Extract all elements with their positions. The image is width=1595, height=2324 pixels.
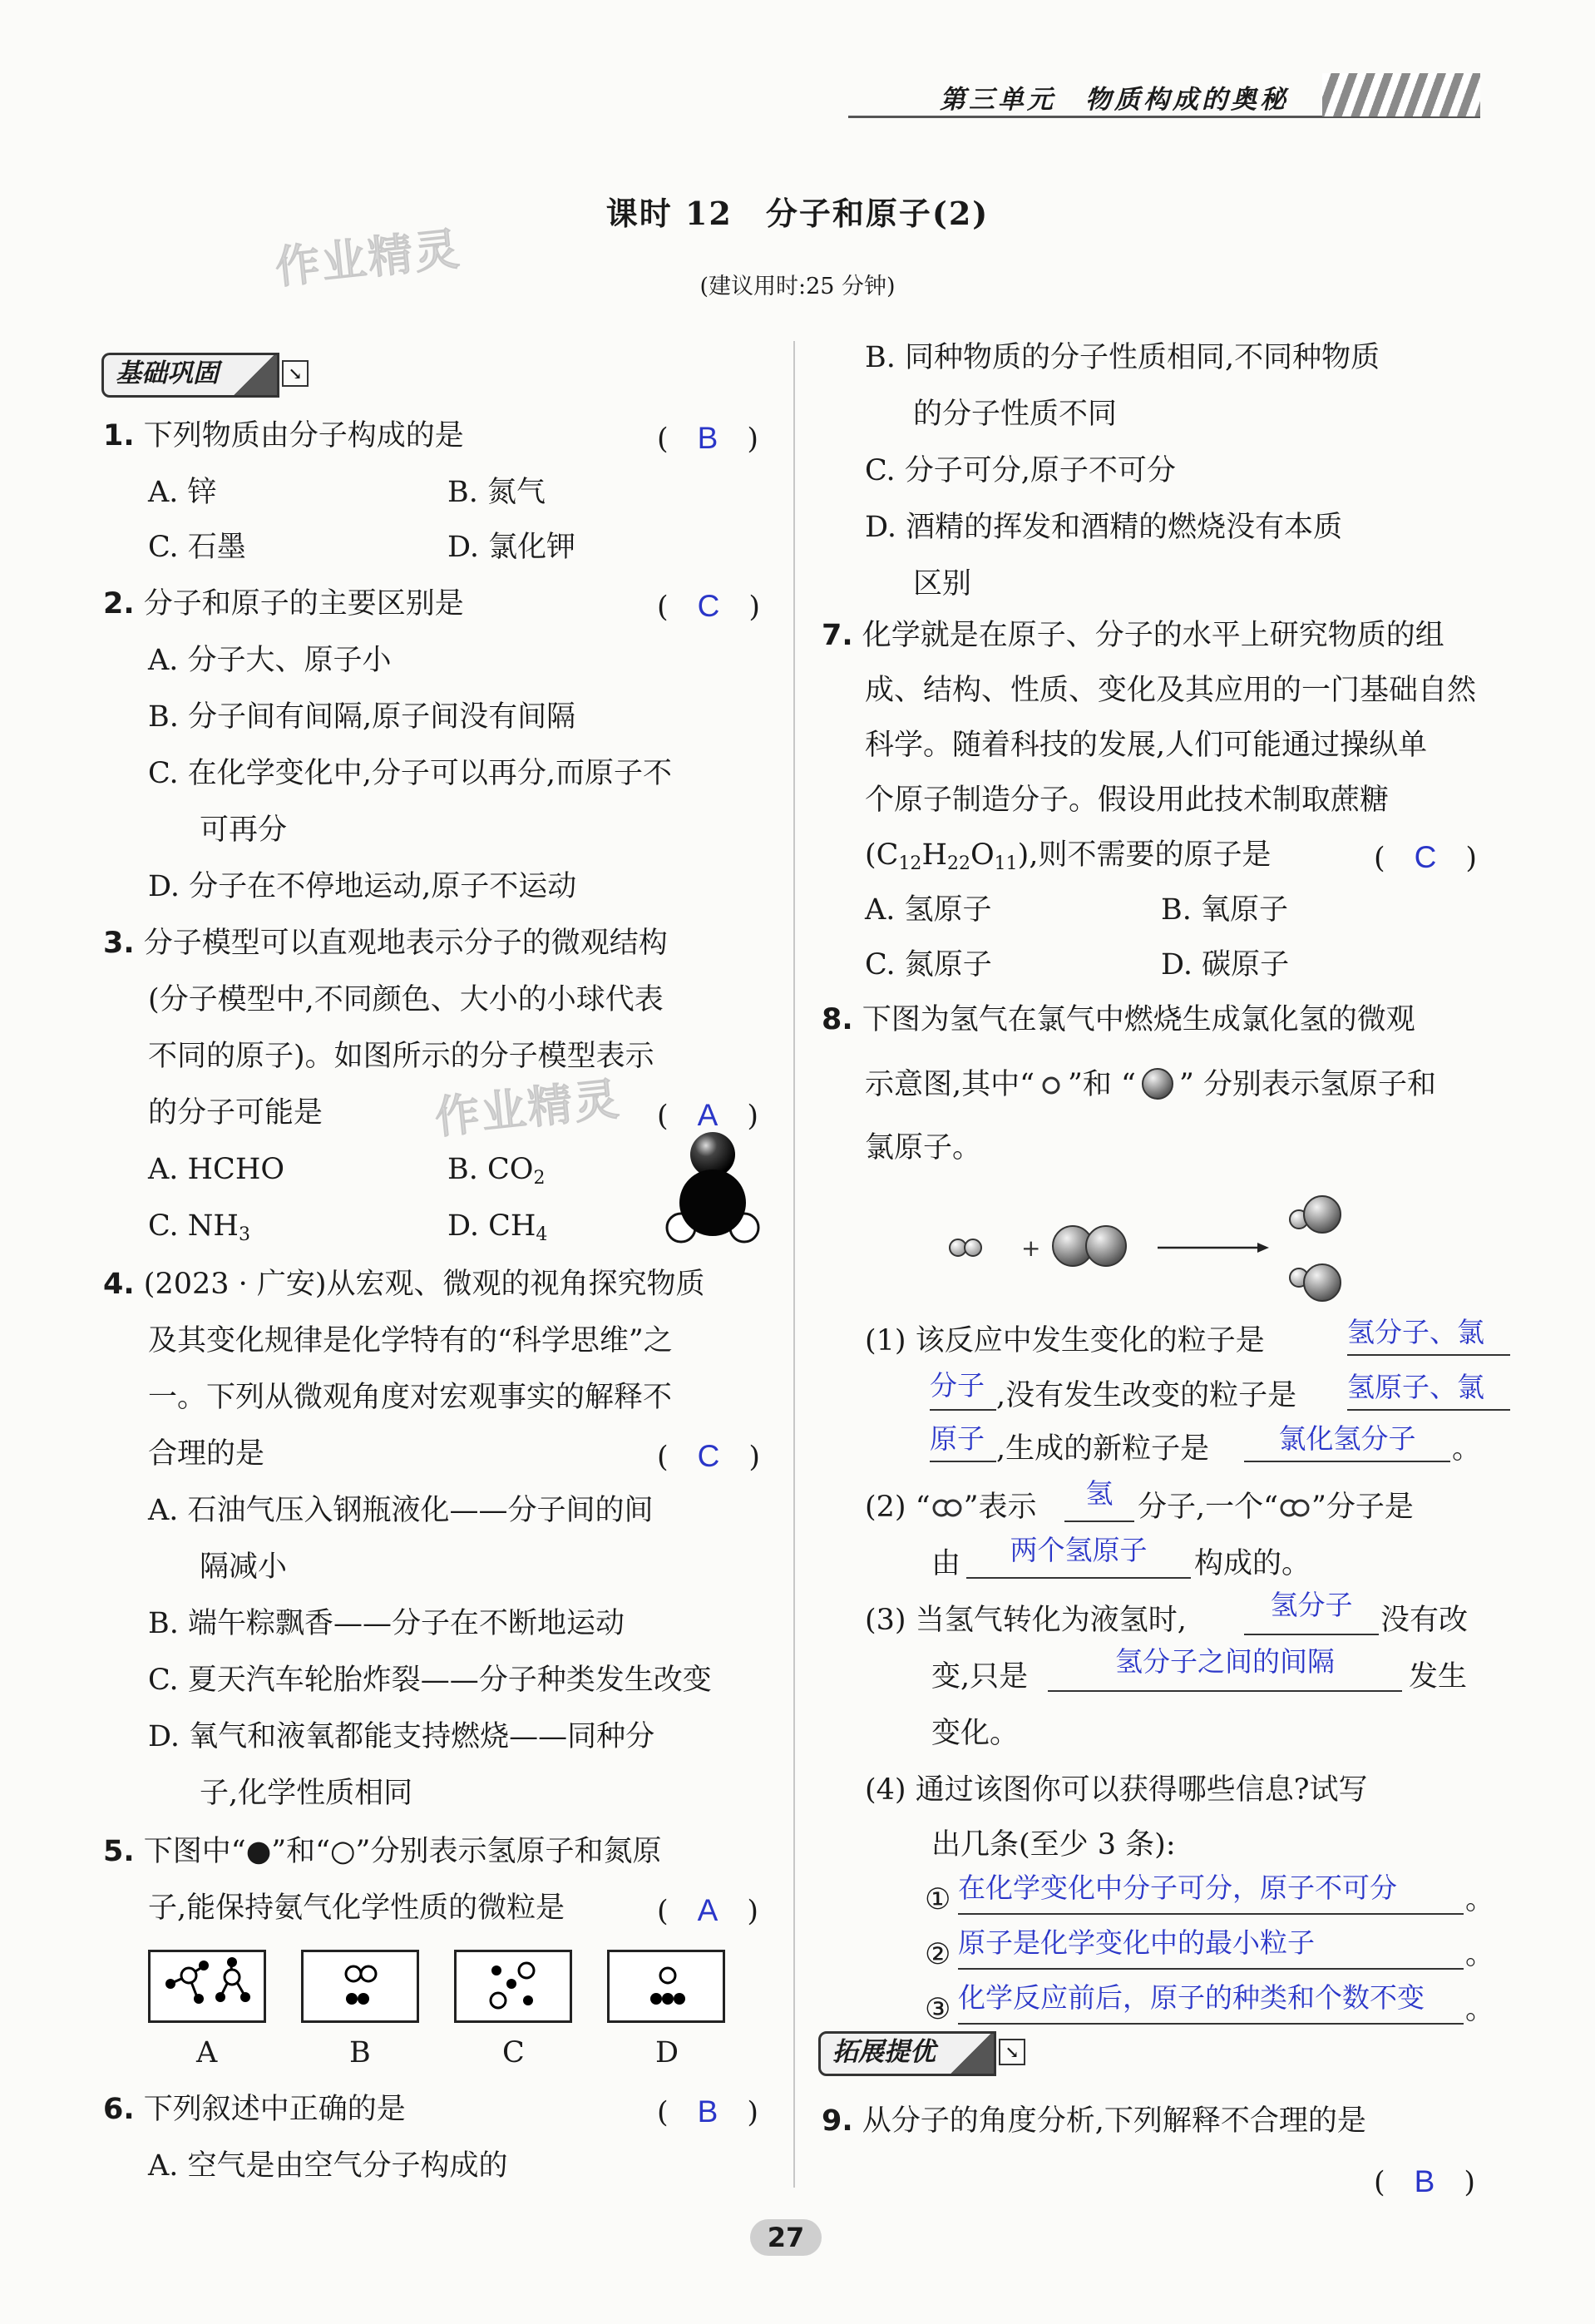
option: C. 在化学变化中,分子可以再分,而原子不 — [148, 757, 673, 790]
question-2 — [103, 586, 464, 622]
pen-icon: ↘ — [282, 360, 309, 387]
answer-blank — [958, 1976, 1464, 2025]
answer-blank — [1347, 1366, 1510, 1411]
answer-bracket: ( B ) — [657, 2094, 758, 2129]
question-number: 7. — [822, 619, 853, 652]
handwritten-answer: 氢分子 — [1270, 1589, 1353, 1621]
answer-bracket: ( C ) — [657, 1439, 761, 1474]
question-number: 8. — [822, 1003, 853, 1036]
handwritten-answer: 氢分子之间的间隔 — [1115, 1645, 1335, 1678]
question-4 — [103, 1266, 705, 1303]
sub-question-text: ,没有发生改变的粒子是 — [996, 1379, 1297, 1412]
option-continued: 隔减小 — [200, 1550, 288, 1584]
question-stem-line: 合理的是 — [148, 1437, 265, 1471]
question-stem-line — [865, 1066, 1436, 1103]
punctuation: 。 — [1465, 1993, 1495, 2026]
reaction-arrow-head — [1257, 1243, 1269, 1253]
text-part: (2) “ — [865, 1491, 931, 1524]
option: A. 石油气压入钢瓶液化——分子间的间 — [148, 1494, 654, 1527]
option: B. 分子间有间隔,原子间没有间隔 — [148, 700, 576, 734]
sub-question-text: 由 — [931, 1547, 961, 1580]
question-5 — [103, 1833, 661, 1870]
question-number: 1. — [103, 419, 135, 452]
sub-question-text: 出几条(至少 3 条): — [931, 1828, 1176, 1862]
answer-bracket: ( C ) — [1374, 840, 1478, 875]
list-marker: ① — [925, 1883, 951, 1916]
handwritten-answer: 原子是化学变化中的最小粒子 — [958, 1926, 1315, 1959]
answer-blank — [958, 1867, 1464, 1915]
option-continued: 区别 — [913, 567, 972, 601]
option-text: C. NH — [148, 1209, 239, 1243]
option — [447, 1208, 547, 1253]
sub-question-text — [1138, 1489, 1414, 1525]
sub-question-text: 变化。 — [931, 1717, 1020, 1750]
sub-question-text: 构成的。 — [1194, 1547, 1311, 1580]
section-label: 拓展提优 — [832, 2037, 936, 2067]
answer-blank — [1244, 1584, 1379, 1635]
plus-sign: + — [1021, 1234, 1041, 1262]
watermark: 作业精灵 — [272, 222, 464, 294]
n2-h2-figure — [304, 1952, 417, 2020]
question-1 — [103, 418, 464, 454]
text-part: 分子,一个“ — [1138, 1491, 1279, 1524]
question-stem-line: (分子模型中,不同颜色、大小的小球代表 — [148, 983, 664, 1016]
question-stem: 化学就是在原子、分子的水平上研究物质的组 — [862, 619, 1444, 652]
question-number: 3. — [103, 927, 135, 960]
option-text: B. CO — [447, 1153, 534, 1186]
answer-blank — [930, 1364, 996, 1411]
handwritten-answer: 氢 — [1085, 1477, 1114, 1510]
option-continued: 的分子性质不同 — [913, 398, 1118, 431]
section-badge-basic — [101, 353, 303, 398]
handwritten-answer: 原子 — [930, 1422, 985, 1455]
answer-letter: B — [697, 2094, 718, 2129]
option: D. 分子在不停地运动,原子不运动 — [148, 870, 577, 903]
option: D. 酒精的挥发和酒精的燃烧没有本质 — [865, 511, 1343, 544]
question-stem-line: 成、结构、性质、变化及其应用的一门基础自然 — [865, 674, 1477, 707]
option: C. 石墨 — [148, 531, 246, 564]
option-continued: 子,化学性质相同 — [200, 1777, 413, 1810]
option: A. 空气是由空气分子构成的 — [148, 2149, 508, 2183]
question-6 — [103, 2091, 406, 2128]
hcl-molecule — [1304, 1264, 1341, 1301]
punctuation: 。 — [1465, 1938, 1495, 1971]
option: B. 氮气 — [447, 476, 546, 509]
option: D. 碳原子 — [1161, 948, 1290, 982]
hydrogen-atom-icon — [1035, 1075, 1068, 1096]
hcl-molecule — [1304, 1196, 1341, 1233]
sub-question-text: ,生成的新粒子是 — [996, 1432, 1210, 1466]
molecule-model-figure — [661, 1131, 769, 1248]
punctuation: 。 — [1452, 1432, 1482, 1466]
option: C. 分子可分,原子不可分 — [865, 454, 1176, 487]
stem-part: 示意图,其中“ — [865, 1068, 1035, 1101]
option: C. 氮原子 — [865, 948, 992, 982]
subscript: 2 — [533, 1168, 546, 1189]
answer-bracket: ( A ) — [657, 1893, 758, 1928]
option: A. 氢原子 — [865, 893, 992, 927]
option — [148, 1208, 250, 1253]
option: D. 氧气和液氧都能支持燃烧——同种分 — [148, 1720, 655, 1753]
list-marker: ③ — [925, 1993, 951, 2026]
badge-corner — [230, 355, 277, 395]
header-stripes-decoration — [1322, 73, 1480, 116]
sub-question-1: (1) 该反应中发生变化的粒子是 — [865, 1324, 1265, 1357]
text-part: ”表示 — [963, 1491, 1037, 1524]
running-header — [848, 73, 1480, 121]
option-text: D. CH — [447, 1209, 536, 1243]
question-stem: 下图中“●”和“○”分别表示氢原子和氮原 — [143, 1835, 662, 1868]
option: A. HCHO — [148, 1153, 285, 1186]
lesson-title: 课时 12 分子和原子(2) — [605, 195, 990, 232]
sub-question-4: (4) 通过该图你可以获得哪些信息?试写 — [865, 1773, 1368, 1807]
option — [447, 1151, 545, 1197]
handwritten-answer: 氢分子、氯 — [1347, 1316, 1484, 1348]
sub-question-text: 变,只是 — [931, 1660, 1029, 1694]
answer-blank — [1347, 1311, 1510, 1356]
answer-bracket: ( B ) — [657, 421, 758, 456]
question-number: 2. — [103, 587, 135, 621]
handwritten-answer: 两个氢原子 — [1010, 1534, 1148, 1566]
text-part: ”分子是 — [1311, 1491, 1414, 1524]
question-stem-line: 的分子可能是 — [148, 1096, 323, 1130]
handwritten-answer: 在化学变化中分子可分，原子不可分 — [958, 1872, 1397, 1904]
watermark: 作业精灵 — [432, 1072, 624, 1145]
question-stem: 从分子的角度分析,下列解释不合理的是 — [862, 2104, 1366, 2138]
question-9 — [822, 2103, 1366, 2139]
option-figure-a — [148, 1950, 266, 2023]
time-note: (建议用时:25 分钟) — [699, 274, 896, 299]
handwritten-answer: 化学反应前后，原子的种类和个数不变 — [958, 1981, 1425, 2014]
list-marker: ② — [925, 1938, 951, 1971]
sub-question-3: (3) 当氢气转化为液氢时, — [865, 1604, 1187, 1637]
question-stem-line: 科学。随着科技的发展,人们可能通过操纵单 — [865, 729, 1428, 762]
atom-center — [679, 1169, 746, 1236]
answer-bracket: ( A ) — [657, 1098, 758, 1133]
question-stem-line: 氯原子。 — [865, 1131, 982, 1164]
stem-part: ”和 “ — [1068, 1068, 1136, 1101]
answer-letter: A — [697, 1098, 718, 1132]
handwritten-answer: 氢原子、氯 — [1347, 1371, 1484, 1403]
reaction-diagram — [940, 1191, 1372, 1316]
sub-question-text: 没有改 — [1380, 1604, 1469, 1637]
h2-molecule-icon — [931, 1497, 964, 1519]
answer-letter: C — [1414, 840, 1437, 874]
option-figure-c — [454, 1950, 572, 2023]
h2-molecule-icon — [1278, 1497, 1311, 1519]
option: B. 端午粽飘香——分子在不断地运动 — [148, 1607, 625, 1640]
answer-letter: B — [1414, 2164, 1435, 2198]
question-number: 9. — [822, 2104, 853, 2138]
pen-icon: ↘ — [999, 2039, 1025, 2065]
answer-bracket: ( C ) — [657, 589, 761, 624]
h2-molecule — [965, 1239, 981, 1256]
option-figure-d — [607, 1950, 725, 2023]
answer-letter: B — [697, 421, 718, 455]
atoms-figure — [457, 1952, 570, 2020]
option: A. 锌 — [148, 476, 217, 509]
sub-question-text: 发生 — [1409, 1660, 1468, 1694]
badge-corner — [947, 2034, 994, 2074]
chlorine-atom-icon — [1136, 1067, 1179, 1100]
question-7 — [822, 617, 1444, 654]
handwritten-answer: 分子 — [930, 1369, 985, 1402]
question-3 — [103, 925, 668, 962]
option: D. 氯化钾 — [447, 531, 576, 564]
question-stem: (2023 · 广安)从宏观、微观的视角探究物质 — [143, 1268, 705, 1301]
question-stem-tail: ,则不需要的原子是 — [1029, 838, 1272, 872]
question-stem: 下图为氢气在氯气中燃烧生成氯化氢的微观 — [862, 1003, 1415, 1036]
answer-letter: C — [697, 1439, 720, 1473]
question-number: 4. — [103, 1268, 135, 1301]
option: C. 夏天汽车轮胎炸裂——分子种类发生改变 — [148, 1664, 712, 1697]
answer-blank — [958, 1921, 1464, 1970]
answer-blank — [930, 1417, 996, 1462]
question-stem-line: 不同的原子)。如图所示的分子模型表示 — [148, 1040, 654, 1073]
option: A. 分子大、原子小 — [148, 644, 392, 677]
answer-letter: A — [697, 1893, 718, 1927]
figure-label: D — [655, 2036, 679, 2069]
section-label: 基础巩固 — [116, 358, 219, 388]
section-badge-extend — [818, 2031, 1020, 2076]
question-stem-line: 个原子制造分子。假设用此技术制取蔗糖 — [865, 784, 1390, 817]
stem-part: ” 分别表示氢原子和 — [1178, 1068, 1436, 1101]
question-stem: 下列叙述中正确的是 — [143, 2093, 406, 2126]
question-number: 6. — [103, 2093, 135, 2126]
option-figure-b — [301, 1950, 419, 2023]
question-8 — [822, 1001, 1415, 1038]
column-divider — [793, 341, 795, 2188]
page-number: 27 — [750, 2219, 822, 2256]
sucrose-formula: $(C_{12}H_{22}O_{11})$ — [865, 838, 1030, 874]
nh3-molecules-figure — [151, 1952, 264, 2020]
option: B. 同种物质的分子性质相同,不同种物质 — [865, 341, 1380, 374]
option-continued: 可再分 — [200, 813, 288, 847]
question-stem-line: 子,能保持氨气化学性质的微粒是 — [148, 1891, 565, 1925]
question-stem: 分子和原子的主要区别是 — [143, 587, 464, 621]
n-h3-figure — [610, 1952, 723, 2020]
figure-label: B — [349, 2036, 371, 2069]
option: B. 氧原子 — [1161, 893, 1288, 927]
answer-blank — [966, 1529, 1191, 1579]
question-stem-line: 一。下列从微观角度对宏观事实的解释不 — [148, 1381, 673, 1414]
question-stem-line: 及其变化规律是化学特有的“科学思维”之 — [148, 1324, 673, 1357]
handwritten-answer: 氯化氢分子 — [1278, 1422, 1416, 1455]
subscript: 4 — [536, 1224, 548, 1245]
question-stem: 下列物质由分子构成的是 — [143, 419, 464, 452]
answer-blank — [1244, 1417, 1450, 1462]
question-stem-line — [865, 837, 1271, 883]
sub-question-2 — [865, 1489, 1037, 1525]
cl2-molecule — [1086, 1226, 1126, 1266]
question-number: 5. — [103, 1835, 135, 1868]
question-stem: 分子模型可以直观地表示分子的微观结构 — [143, 927, 668, 960]
answer-blank — [1048, 1640, 1402, 1692]
answer-bracket: ( B ) — [1374, 2164, 1475, 2199]
figure-label: C — [502, 2036, 525, 2069]
subscript: 3 — [238, 1224, 250, 1245]
unit-title: 第三单元 物质构成的奥秘 — [940, 85, 1289, 115]
answer-letter: C — [697, 589, 720, 623]
figure-label: A — [196, 2036, 218, 2069]
answer-blank — [1064, 1472, 1134, 1522]
punctuation: 。 — [1465, 1883, 1495, 1916]
